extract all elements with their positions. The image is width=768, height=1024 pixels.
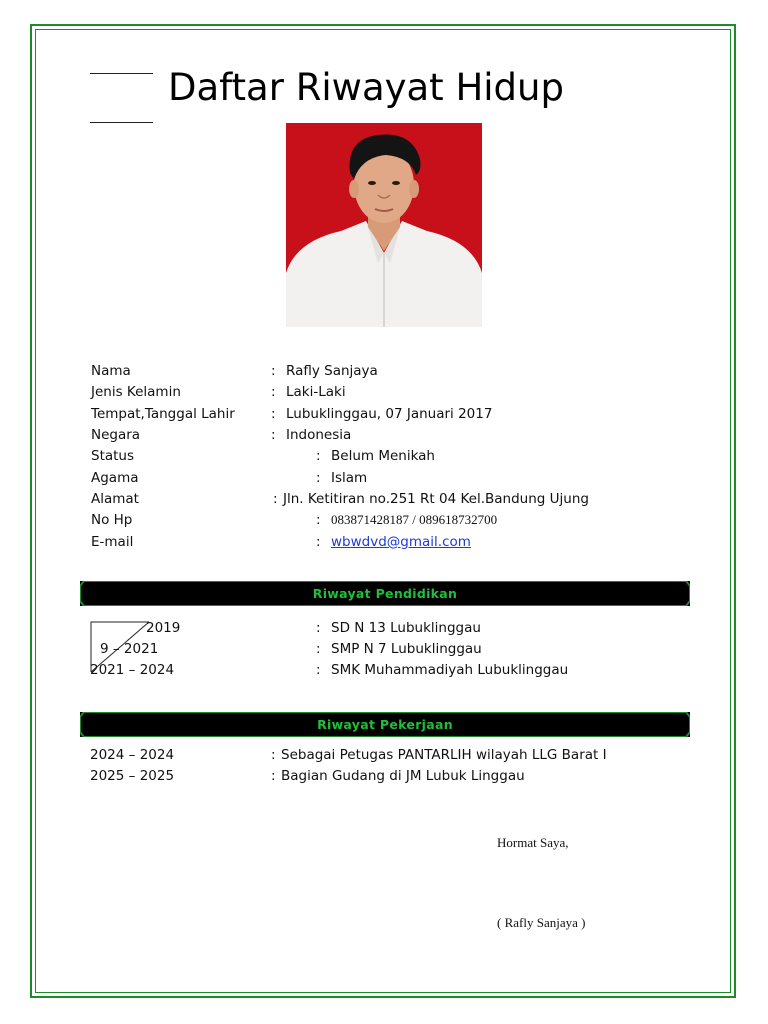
education-school: SMK Muhammadiyah Lubuklinggau xyxy=(331,662,569,678)
section-heading-work: Riwayat Pekerjaan xyxy=(317,717,453,732)
work-separator: : xyxy=(271,768,276,784)
personal-value: Indonesia xyxy=(286,427,352,443)
personal-separator: : xyxy=(271,363,276,379)
personal-separator: : xyxy=(271,384,276,400)
title-rule-top xyxy=(90,73,153,74)
education-separator: : xyxy=(316,641,321,657)
email-link[interactable]: wbwdvd@gmail.com xyxy=(331,534,471,550)
education-school: SMP N 7 Lubuklinggau xyxy=(331,641,482,657)
personal-separator: : xyxy=(316,534,321,550)
personal-label: Nama xyxy=(91,363,131,379)
education-separator: : xyxy=(316,620,321,636)
personal-label: Jenis Kelamin xyxy=(91,384,181,400)
personal-label: Status xyxy=(91,448,135,464)
personal-label: Tempat,Tanggal Lahir xyxy=(91,406,235,422)
personal-value: Rafly Sanjaya xyxy=(286,363,378,379)
signature-name: ( Rafly Sanjaya ) xyxy=(497,915,586,930)
title-rule-bottom xyxy=(90,122,153,123)
personal-value: Belum Menikah xyxy=(331,448,435,464)
personal-separator: : xyxy=(271,406,276,422)
personal-separator: : xyxy=(316,448,321,464)
personal-value: Lubuklinggau, 07 Januari 2017 xyxy=(286,406,493,422)
personal-separator: : xyxy=(316,512,321,528)
section-banner-education xyxy=(80,581,690,606)
work-years: 2024 – 2024 xyxy=(90,747,175,763)
personal-label: Alamat xyxy=(91,491,139,507)
education-school: SD N 13 Lubuklinggau xyxy=(331,620,481,636)
education-years: 2021 – 2024 xyxy=(90,662,175,678)
education-separator: : xyxy=(316,662,321,678)
personal-label: E-mail xyxy=(91,534,134,550)
personal-value: Islam xyxy=(331,470,368,486)
document-title: Daftar Riwayat Hidup xyxy=(168,66,564,109)
personal-separator: : xyxy=(273,491,278,507)
personal-value: Jln. Ketitiran no.251 Rt 04 Kel.Bandung Ujung xyxy=(283,491,589,507)
section-heading-education: Riwayat Pendidikan xyxy=(312,586,458,601)
personal-separator: : xyxy=(316,470,321,486)
personal-separator: : xyxy=(271,427,276,443)
personal-value: Laki-Laki xyxy=(286,384,346,400)
profile-photo xyxy=(286,123,482,327)
work-separator: : xyxy=(271,747,276,763)
personal-label: No Hp xyxy=(91,512,133,528)
work-years: 2025 – 2025 xyxy=(90,768,175,784)
section-banner-work xyxy=(80,712,690,737)
phone-value: 083871428187 / 089618732700 xyxy=(331,512,498,527)
work-description: Sebagai Petugas PANTARLIH wilayah LLG Barat I xyxy=(281,747,607,763)
personal-label: Negara xyxy=(91,427,141,443)
education-years: 2019 xyxy=(146,620,181,636)
education-years: 9 – 2021 xyxy=(100,641,159,657)
work-description: Bagian Gudang di JM Lubuk Linggau xyxy=(281,768,525,784)
closing-greeting: Hormat Saya, xyxy=(497,835,569,850)
personal-label: Agama xyxy=(91,470,139,486)
